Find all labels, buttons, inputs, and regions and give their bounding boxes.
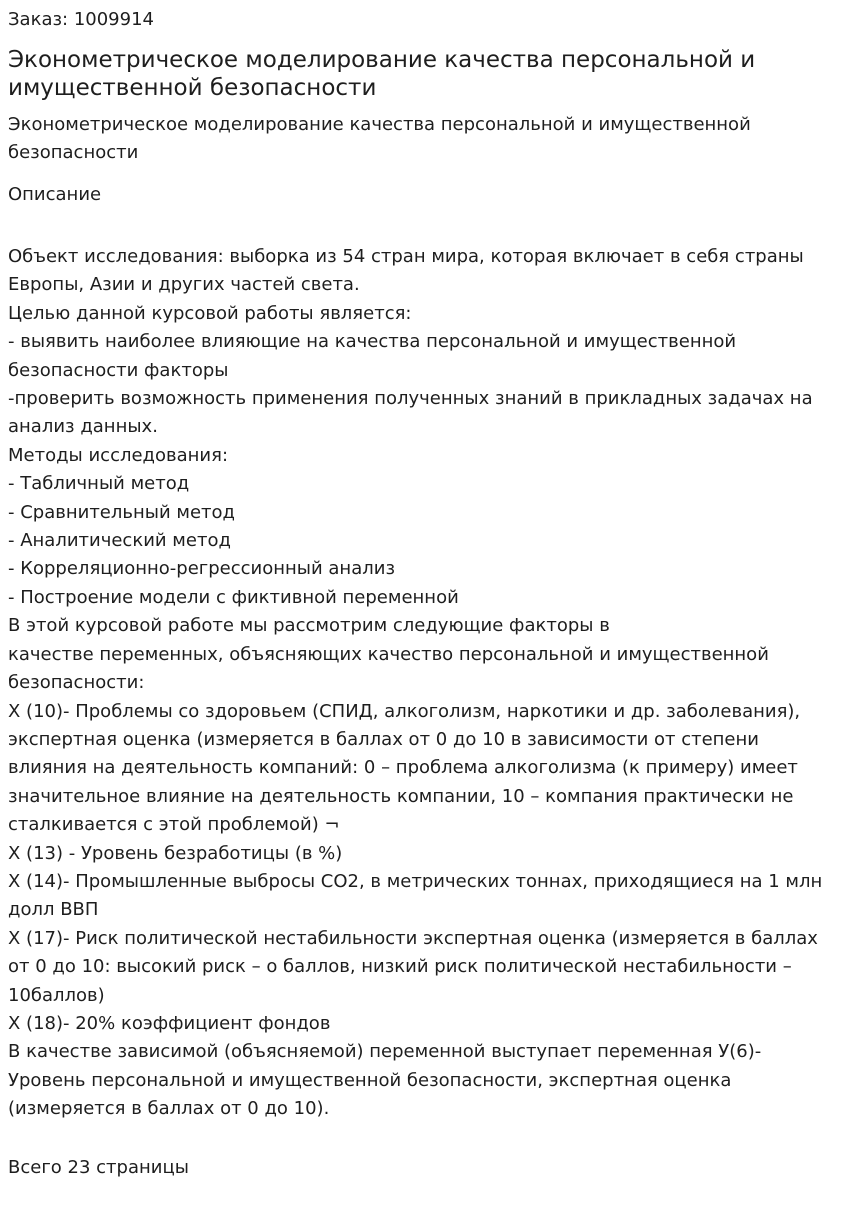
description-line: Методы исследования: bbox=[8, 444, 229, 466]
description-line: В качестве зависимой (объясняемой) переменной выступает переменная У(6)- Уровень персональной и имущественной безопасности, экспертная оценка (измеряется в баллах от 0 до 10). bbox=[8, 1041, 767, 1120]
description-line: - выявить наиболее влияющие на качества персональной и имущественной безопасности факторы bbox=[8, 331, 742, 381]
description-line: -проверить возможность применения полученных знаний в прикладных задачах на анализ данных. bbox=[8, 388, 819, 438]
description-line: X (18)- 20% коэффициент фондов bbox=[8, 1012, 331, 1034]
page-count: Всего 23 страницы bbox=[8, 1156, 189, 1178]
description-line: X (13) - Уровень безработицы (в %) bbox=[8, 842, 343, 864]
order-number: Заказ: 1009914 bbox=[8, 9, 154, 30]
description-line: X (14)- Промышленные выбросы СО2, в метрических тоннах, приходящиеся на 1 млн долл ВВП bbox=[8, 870, 828, 921]
description-line: В этой курсовой работе мы рассмотрим следующие факторы в bbox=[8, 615, 610, 637]
description-body bbox=[8, 243, 839, 1124]
description-line: - Аналитический метод bbox=[8, 530, 231, 552]
page-subtitle: Эконометрическое моделирование качества персональной и имущественной безопасности bbox=[8, 114, 751, 163]
description-line: X (10)- Проблемы со здоровьем (СПИД, алкоголизм, наркотики и др. заболевания), экспертная оценка (измеряется в баллах от 0 до 10 в зависимости от степени влияния на деятельность компаний: 0 – проблема алкоголизма (к примеру) имеет значительное влияние на деятельность компании, 10 – компания практически не сталкивается с этой проблемой) ¬ bbox=[8, 700, 806, 836]
description-line: Объект исследования: выборка из 54 стран мира, которая включает в себя страны Европы, Азии и других частей света. bbox=[8, 246, 810, 296]
description-line: - Корреляционно-регрессионный анализ bbox=[8, 558, 396, 580]
description-line: - Сравнительный метод bbox=[8, 501, 235, 523]
description-line: качестве переменных, объясняющих качество персональной и имущественной безопасности: bbox=[8, 643, 775, 694]
description-line: X (17)- Риск политической нестабильности экспертная оценка (измеряется в баллах от 0 до 10: высокий риск – о баллов, низкий риск политической нестабильности – 10баллов) bbox=[8, 927, 824, 1006]
description-line: - Табличный метод bbox=[8, 473, 190, 495]
description-line: - Построение модели с фиктивной переменной bbox=[8, 586, 459, 608]
page-title: Эконометрическое моделирование качества персональной и имущественной безопасности bbox=[8, 47, 756, 101]
description-heading: Описание bbox=[8, 184, 102, 205]
description-line: Целью данной курсовой работы является: bbox=[8, 302, 412, 324]
